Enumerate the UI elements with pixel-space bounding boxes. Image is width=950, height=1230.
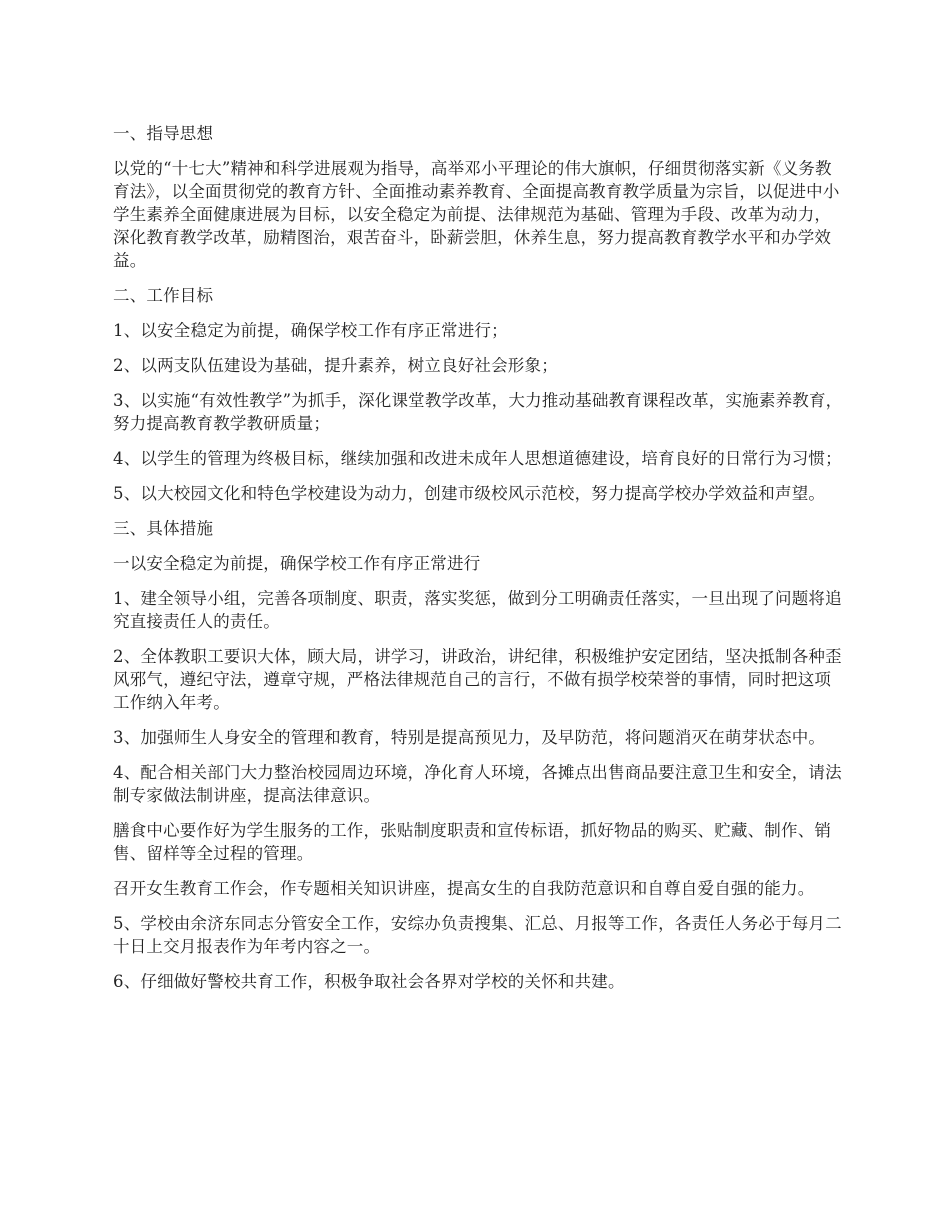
goal-item-5: 5、以大校园文化和特色学校建设为动力，创建市级校风示范校，努力提高学校办学效益和声望。	[113, 484, 826, 503]
goal-item-4: 4、以学生的管理为终极目标，继续加强和改进未成年人思想道德建设，培育良好的日常行为习惯；	[113, 449, 842, 468]
measure-item-6: 6、仔细做好警校共育工作，积极争取社会各界对学校的关怀和共建。	[113, 972, 625, 991]
measure-item-2: 2、全体教职工要识大体，顾大局，讲学习，讲政治，讲纪律，积极维护安定团结，坚决抵制各种歪风邪气，遵纪守法，遵章守规，严格法律规范自己的言行，不做有损学校荣誉的事情，同时把这项工作纳入年考。	[113, 647, 842, 712]
section-heading-guiding-thought: 一、指导思想	[113, 124, 214, 143]
measure-item-5: 5、学校由余济东同志分管安全工作，安综办负责搜集、汇总、月报等工作，各责任人务必于每月二十日上交月报表作为年考内容之一。	[113, 914, 842, 956]
section-heading-measures: 三、具体措施	[113, 519, 214, 538]
measure-item-3: 3、加强师生人身安全的管理和教育，特别是提高预见力，及早防范，将问题消灭在萌芽状态中。	[113, 728, 826, 747]
paragraph-guiding-thought: 以党的“十七大”精神和科学进展观为指导，高举邓小平理论的伟大旗帜，仔细贯彻落实新《义务教育法》，以全面贯彻党的教育方针、全面推动素养教育、全面提高教育教学质量为宗旨，以促进中小学生素养全面健康进展为目标，以安全稳定为前提、法律规范为基础、管理为手段、改革为动力，深化教育教学改革，励精图治，艰苦奋斗，卧薪尝胆，休养生息，努力提高教育教学水平和办学效益。	[113, 159, 840, 270]
measure-girls-education: 召开女生教育工作会，作专题相关知识讲座，提高女生的自我防范意识和自尊自爱自强的能力。	[113, 879, 815, 898]
section-heading-work-goals: 二、工作目标	[113, 286, 214, 305]
measure-canteen: 膳食中心要作好为学生服务的工作，张贴制度职责和宣传标语，抓好物品的购买、贮藏、制作、销售、留样等全过程的管理。	[113, 821, 832, 863]
goal-item-1: 1、以安全稳定为前提，确保学校工作有序正常进行；	[113, 321, 508, 340]
measure-item-4: 4、配合相关部门大力整治校园周边环境，净化育人环境，各摊点出售商品要注意卫生和安全，请法制专家做法制讲座，提高法律意识。	[113, 763, 842, 805]
goal-item-2: 2、以两支队伍建设为基础，提升素养，树立良好社会形象；	[113, 356, 558, 375]
measure-item-1: 1、建全领导小组，完善各项制度、职责，落实奖惩，做到分工明确责任落实，一旦出现了问题将追究直接责任人的责任。	[113, 589, 842, 631]
document-body	[113, 122, 843, 1005]
goal-item-3: 3、以实施“有效性教学”为抓手，深化课堂教学改革，大力推动基础教育课程改革，实施素养教育，努力提高教育教学教研质量；	[113, 391, 843, 433]
measures-subheading: 一以安全稳定为前提，确保学校工作有序正常进行	[113, 554, 481, 573]
